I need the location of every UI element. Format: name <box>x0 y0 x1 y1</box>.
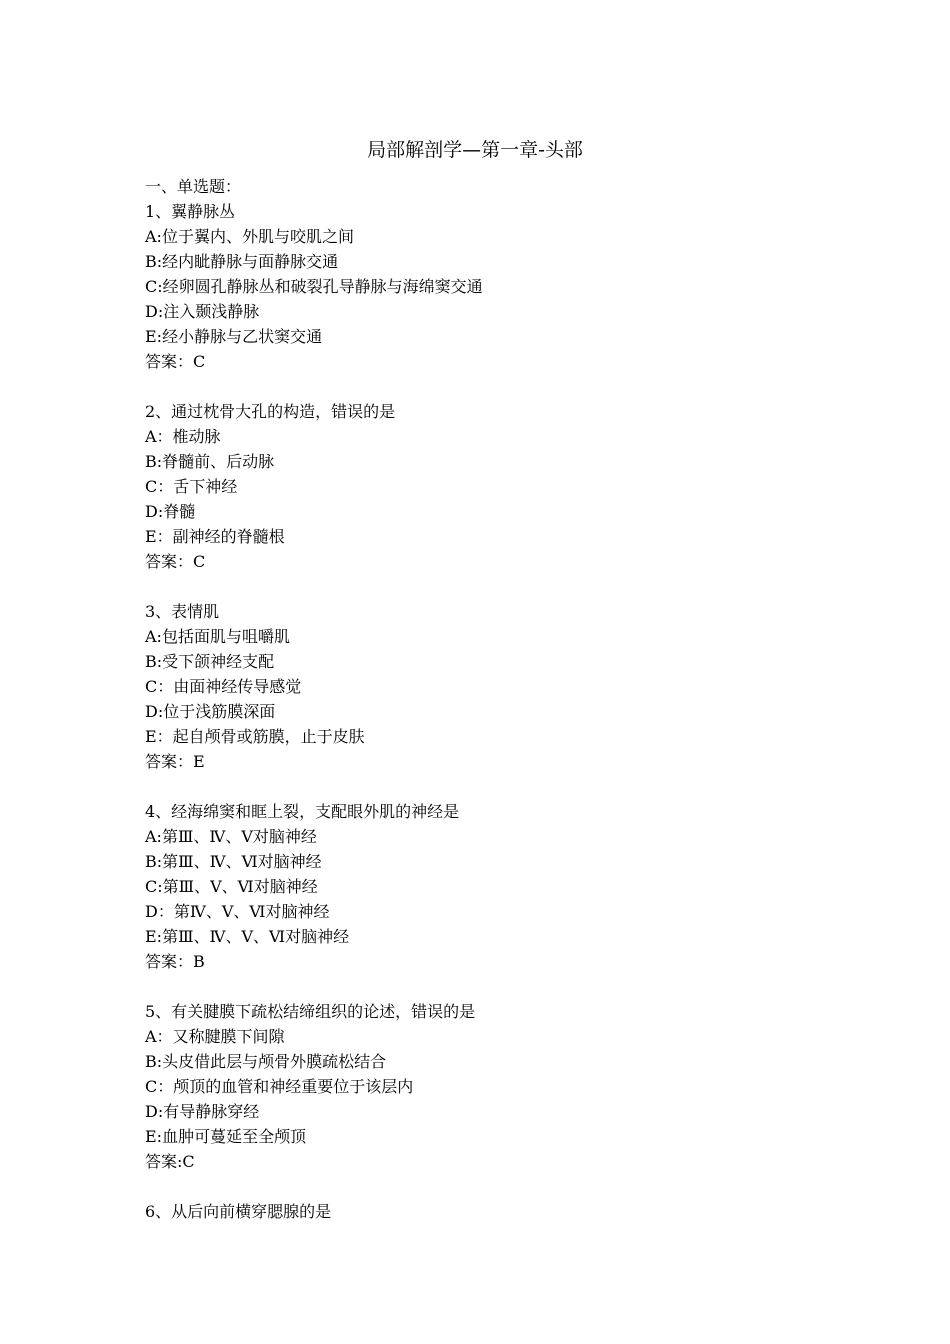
question-stem: 1、翼静脉丛 <box>145 202 236 221</box>
spacer <box>145 774 845 799</box>
option-c: C：由面神经传导感觉 <box>145 677 302 696</box>
option-a: A：椎动脉 <box>145 427 221 446</box>
option-d: D:脊髓 <box>145 502 196 521</box>
answer-line: 答案：E <box>145 752 205 771</box>
answer-line: 答案：C <box>145 552 206 571</box>
spacer <box>145 574 845 599</box>
spacer <box>145 974 845 999</box>
question-stem: 5、有关腱膜下疏松结缔组织的论述，错误的是 <box>145 1002 476 1021</box>
option-e: E:经小静脉与乙状窦交通 <box>145 327 323 346</box>
option-d: D：第Ⅳ、Ⅴ、Ⅵ对脑神经 <box>145 902 330 921</box>
option-b: B:第Ⅲ、Ⅳ、Ⅵ对脑神经 <box>145 852 322 871</box>
spacer <box>145 374 845 399</box>
option-e: E：副神经的脊髓根 <box>145 527 285 546</box>
option-e: E:第Ⅲ、Ⅳ、Ⅴ、Ⅵ对脑神经 <box>145 927 350 946</box>
option-e: E：起自颅骨或筋膜，止于皮肤 <box>145 727 365 746</box>
option-d: D:位于浅筋膜深面 <box>145 702 276 721</box>
option-a: A:位于翼内、外肌与咬肌之间 <box>145 227 354 246</box>
option-a: A:第Ⅲ、Ⅳ、Ⅴ对脑神经 <box>145 827 317 846</box>
option-c: C:经卵圆孔静脉丛和破裂孔导静脉与海绵窦交通 <box>145 277 483 296</box>
option-c: C：颅顶的血管和神经重要位于该层内 <box>145 1077 414 1096</box>
question-stem: 4、经海绵窦和眶上裂，支配眼外肌的神经是 <box>145 802 460 821</box>
question-stem: 2、通过枕骨大孔的构造，错误的是 <box>145 402 396 421</box>
answer-line: 答案：B <box>145 952 205 971</box>
section-heading: 一、单选题： <box>145 177 242 196</box>
option-c: C:第Ⅲ、Ⅴ、Ⅵ对脑神经 <box>145 877 318 896</box>
option-a: A：又称腱膜下间隙 <box>145 1027 285 1046</box>
page-title: 局部解剖学—第一章-头部 <box>367 139 583 161</box>
spacer <box>145 1174 845 1199</box>
question-stem: 3、表情肌 <box>145 602 220 621</box>
answer-line: 答案：C <box>145 352 206 371</box>
option-b: B:受下颌神经支配 <box>145 652 275 671</box>
option-b: B:经内眦静脉与面静脉交通 <box>145 252 339 271</box>
question-list <box>145 174 845 1224</box>
option-b: B:头皮借此层与颅骨外膜疏松结合 <box>145 1052 387 1071</box>
option-a: A:包括面肌与咀嚼肌 <box>145 627 290 646</box>
option-d: D:有导静脉穿经 <box>145 1102 260 1121</box>
option-b: B:脊髓前、后动脉 <box>145 452 275 471</box>
answer-line: 答案:C <box>145 1152 195 1171</box>
question-stem: 6、从后向前横穿腮腺的是 <box>145 1202 332 1221</box>
option-e: E:血肿可蔓延至全颅顶 <box>145 1127 307 1146</box>
option-c: C：舌下神经 <box>145 477 238 496</box>
option-d: D:注入颞浅静脉 <box>145 302 260 321</box>
